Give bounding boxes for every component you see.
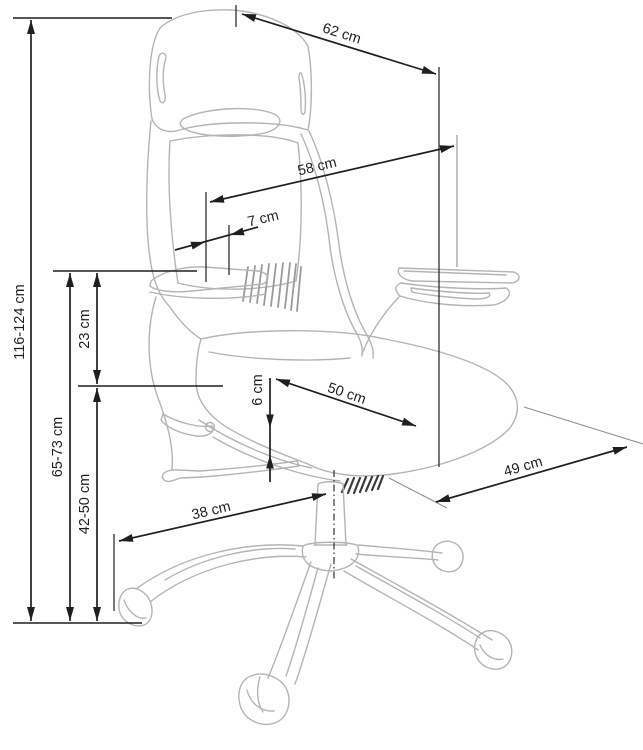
chair-gas-lift (302, 482, 358, 571)
dimension-line (175, 227, 258, 250)
dimension-label: 23 cm (77, 309, 94, 349)
dimension-label: 6 cm (250, 374, 267, 406)
dimension-seat-height (77, 388, 97, 621)
chair-backrest (147, 121, 374, 358)
dimension-overall-height (12, 20, 31, 621)
chair-tension-knob-hatch (342, 476, 383, 493)
dimension-label: 62 cm (320, 20, 363, 48)
dimension-label: 38 cm (190, 498, 233, 524)
chair-underframe-and-lever (162, 420, 340, 481)
arrowhead (190, 242, 205, 250)
chair-base-legs (136, 545, 492, 684)
extension-line-gray (524, 407, 643, 444)
dimension-label: 42-50 cm (77, 473, 94, 535)
dimension-base-span (114, 494, 326, 611)
dimension-armrest-height-from-floor (50, 273, 70, 621)
arrowhead (266, 415, 274, 429)
dimension-label: 58 cm (296, 154, 339, 180)
dimension-label: 7 cm (246, 207, 281, 231)
dimension-label: 49 cm (502, 453, 545, 481)
dimension-label: 116-124 cm (12, 284, 29, 360)
dimension-line (242, 14, 436, 74)
dimension-seat-width (276, 379, 416, 426)
reference-lines (13, 18, 223, 623)
chair-illustration (119, 10, 519, 724)
dimension-label: 65-73 cm (50, 416, 67, 478)
dimension-label: 50 cm (325, 380, 368, 409)
extension-line-gray (389, 478, 447, 508)
dimension-seat-depth (389, 407, 643, 508)
chair-armrest-right (362, 268, 519, 354)
dimension-armrest-above-seat (77, 273, 97, 384)
dimension-headrest-offset (175, 208, 280, 275)
arrowhead (230, 228, 245, 236)
